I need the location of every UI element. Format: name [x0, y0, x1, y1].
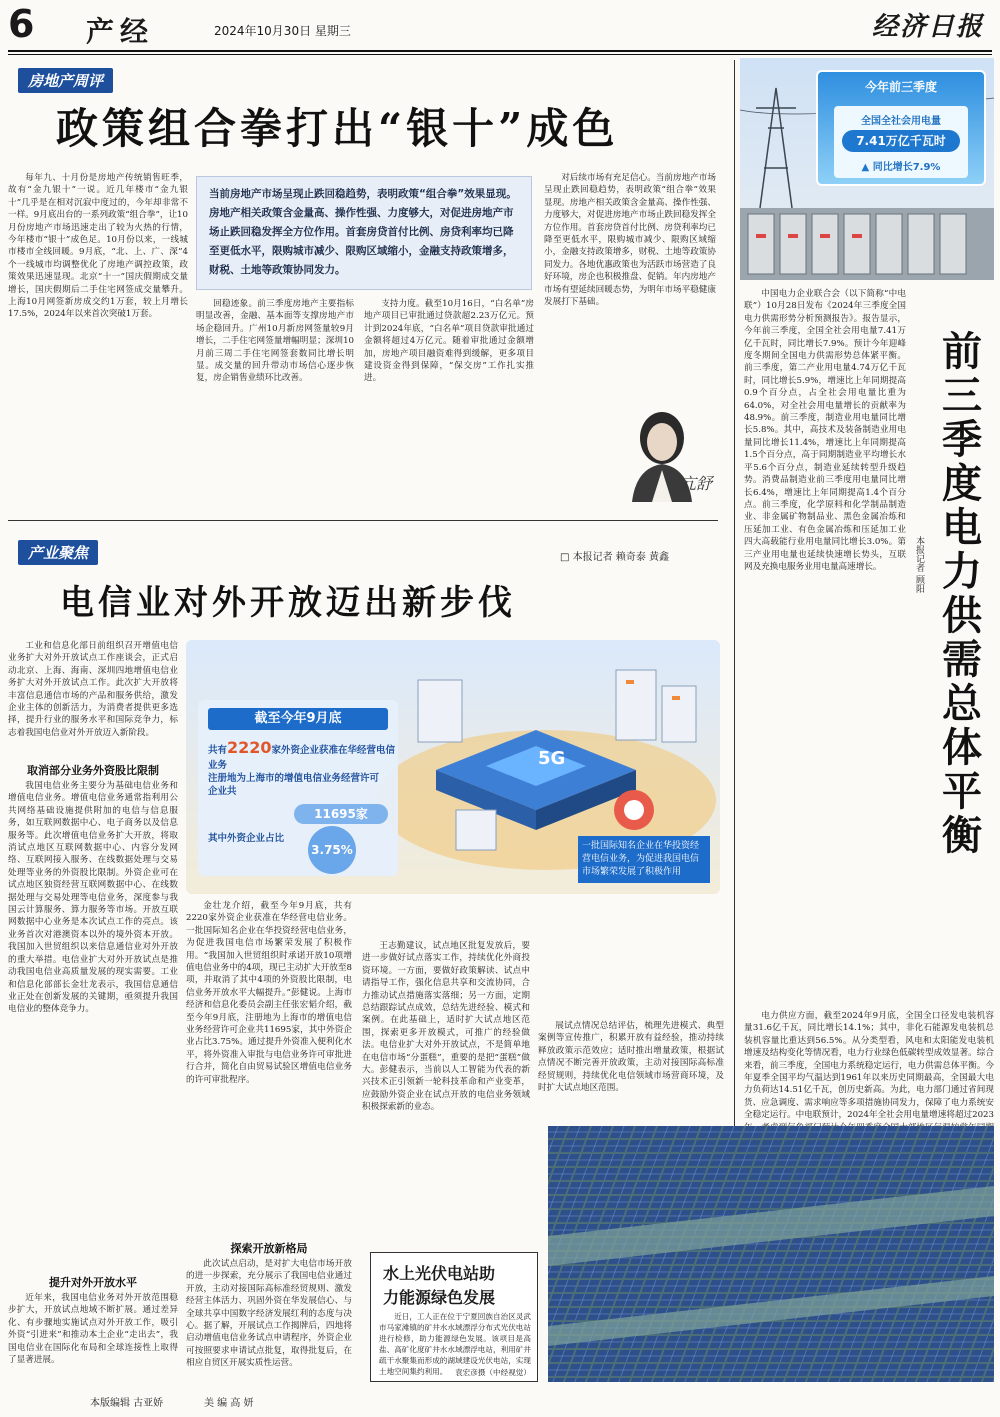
- article2-intro-text: 工业和信息化部日前组织召开增值电信业务扩大对外开放试点工作座谈会，正式启动北京、上海、海南、深圳四地增值电信业务扩大对外开放试点工作。此次扩大开放将丰富信息通信市场的产品和服务供给，激发企业主体的创新活力，为消费者提供更多选择，提升行业的服务水平和国际竞争力，标志着我国电信业对外开放迈入新阶段。: [8, 641, 178, 738]
- solar-station-photo: [548, 1126, 994, 1382]
- article2-right-column: [362, 940, 530, 1248]
- masthead-rule-thin: [8, 54, 992, 55]
- photo-caption-text: 近日，工人正在位于宁夏回族自治区灵武市马家滩镇的矿井水水域漂浮分布式光伏电站进行检修，助力能源绿色发展。该项目是高盐、高矿化度矿井水水域漂浮电站，利用矿井疏干水聚集而形成的湖域建设光伏电站，实现土地空间集约利用。: [379, 1312, 531, 1376]
- up-arrow-icon: ▲: [861, 162, 870, 173]
- publication-date: 2024年10月30日 星期三: [214, 24, 351, 38]
- column-label-real-estate: 房地产周评: [18, 68, 113, 93]
- page-number: 6: [8, 2, 35, 46]
- stat-growth: [834, 158, 968, 173]
- byline-square-icon: □: [560, 552, 570, 563]
- article1-column-2: [196, 298, 354, 512]
- photo-title-line2: 力能源绿色发展: [383, 1288, 496, 1307]
- section-name: 产经: [86, 15, 155, 48]
- article3-text1: 中国电力企业联合会（以下简称“中电联”）10月28日发布《2024年三季度全国电力供需形势分析预测报告》。报告显示，今年前三季度，全国全社会用电量7.41万亿千瓦时，同比增长7.9%。预计今年迎峰度冬期间全国电力供需形势总体紧平衡。前三季度，第二产业用电量4.74万亿千瓦时，同比增长5.9%，增速比上年同期提高0.9个百分点，占全社会用电量比重为64.0%，对全社会用电量增长的贡献率为48.9%。前三季度，制造业用电量同比增长5.8%。其中，高技术及装备制造业用电量同比增长11.4%，增速比上年同期提高1.5个百分点，高于同期制造业平均增长水平5.6个百分点，制造业延续转型升级趋势。消费品制造业前三季度用电量同比增长6.4%，增速比上年同期提高1.4个百分点。前三季度，化学原料和化学制品制造业、非金属矿物制品业、黑色金属冶炼和压延加工业、有色金属冶炼和压延加工业四大高载能行业用电量同比增长3.0%。第三产业用电量也延续快速增长势头，互联网及充换电服务业用电量高速增长。: [744, 289, 906, 572]
- article1-col4-text: 对后续市场有充足信心。当前房地产市场呈现止跌回稳趋势，表明政策“组合拳”效果显现。房地产相关政策含金量高、操作性强、力度够大，对促进房地产市场止跌回稳发挥全方位作用。首套房贷首付比例、房贷利率均已降至更低水平，限购城市减少、限购区域缩小，金融支持政策增多，财税、土地等政策协同发力。各地优惠政策也为活跃市场营造了良好环境，房企也积极推盘、促销。年内房地产市场有望延续回暖态势，为明年市场平稳健康发展打下基础。: [544, 173, 716, 308]
- telecom-stat-card: [198, 700, 398, 876]
- column-label-industry: 产业聚焦: [18, 540, 98, 565]
- article2-right-column-2: [538, 1020, 724, 1116]
- footer-designer: 美 编 高 妍: [204, 1398, 254, 1409]
- footer-editor: 本版编辑 古亚娇: [90, 1398, 164, 1409]
- article2-right-text: 王志勤建议，试点地区批复发放后，要进一步做好试点落实工作，持续优化外商投资环境。一方面，要做好政策解读、试点申请指导工作，强化信息共享和交流协同，合力推动试点措施落实落细；另一方面，定期总结跟踪试点成效，总结先进经验、模式和案例。在此基础上，适时扩大试点地区范围，探索更多开放模式，可推广的经验做法。电信业扩大对外开放试点，不是简单地在电信市场“分蛋糕”，重要的是把“蛋糕”做大。彭健表示，当前以人工智能为代表的新兴技术正引领新一轮科技革命和产业变革，应鼓励外资企业在试点开放的电信业务领域积极探索新的业态。: [362, 941, 530, 1113]
- article2-subhead-3: 探索开放新格局: [230, 1242, 308, 1255]
- author-signature: 亢舒: [679, 474, 712, 493]
- article2-headline: 电信业对外开放迈出新步伐: [60, 583, 516, 623]
- telecom-infographic-footnote: 一批国际知名企业在华投资经营电信业务，为促进我国电信市场繁荣发展了积极作用: [578, 836, 710, 883]
- article2-body3-text: 此次试点启动，是对扩大电信市场开放的进一步探索，充分展示了我国电信业通过开放，主动对接国际高标准经贸规则、激发经营主体活力、巩固外资在华发展信心、与全球共享中国数字经济发展红利的态度与决心。据了解，开展试点工作揭牌后，四地将启动增值电信业务试点申请程序，外资企业可按照要求申请试点批复，取得批复后，在相应自贸区开展实质性运营。: [186, 1259, 352, 1369]
- stat-heading: 今年前三季度: [864, 80, 937, 94]
- masthead: [0, 0, 1000, 52]
- article2-body2-text: 近年来，我国电信业务对外开放范围稳步扩大，开放试点地域不断扩展。通过差异化、有步骤地实施试点对外开放工作，吸引外资“引进来”和推动本土企业“走出去”，我国电信业在国际化布局和全球连接性上取得了显著进展。: [8, 1293, 178, 1366]
- stat-inner-panel: [834, 106, 968, 178]
- article1-column-3: [364, 298, 534, 512]
- article3-column-1: [744, 288, 906, 1006]
- author-portrait: [622, 398, 712, 502]
- article1-headline: 政策组合拳打出“银十”成色: [56, 104, 619, 153]
- article2-body1-text: 我国电信业务主要分为基础电信业务和增值电信业务。增值电信业务通常指利用公共网络基础设施提供附加的电信与信息服务，如互联网数据中心、电子商务以及信息服务等。此次增值电信业务扩大开放，将取消试点地区互联网数据中心、内容分发网络、互联网接入服务、在线数据处理与交易处理等业务的外资股比限制。外资企业可在试点地区独资经营互联网数据中心、在线数据处理与交易处理等电信业务，深度参与我国云计算服务、算力服务等市场。开放互联网数据中心业务是本次试点工作的亮点。该业务首次对港澳资本以外的境外资本开放。我国加入世贸组织以来信息通信业对外开放的重大举措。电信业扩大对外开放试点是推动我国电信业高质量发展的现实需要。工业和信息化部部长金壮龙表示，我国信息通信业正处在创新发展的关键期，亟须提升我国电信业的整体竞争力。: [8, 781, 178, 1015]
- telecom-stat-line2: 注册地为上海市的增值电信业务经营许可企业共: [208, 773, 380, 797]
- article3-text2: 电力供应方面，截至2024年9月底，全国全口径发电装机容量31.6亿千瓦，同比增长14.1%；其中，非化石能源发电装机总装机容量比重达到56.5%。从分类型看，风电和太阳能发电装机增速及结构变化等情况看，电力行业绿色低碳转型成效显著。综合来看，前三季度，全国电力系统稳定运行，电力供需总体平衡。今年夏季全国平均气温达到1961年以来历史同期最高，全国最大电力负荷达14.51亿千瓦，创历史新高。为此，电力部门通过省间现货、应急调度、需求响应等多项措施协同发力，保障了电力系统安全稳定运行。中电联预计，2024年全社会用电量增速将超过2023: [744, 1011, 994, 1121]
- 5g-chip-label: 5G: [538, 748, 566, 769]
- article2-subhead-2: 提升对外开放水平: [49, 1276, 137, 1289]
- article2-mid-text: 金壮龙介绍，截至今年9月底，共有2220家外资企业获准在华经营电信业务。一批国际知名企业在华投资经营电信业务，为促进我国电信市场繁荣发展了积极作用。“我国加入世贸组织时承诺开放10项增值电信业务中的4项，现已主动扩大开放至8项，并取消了其中4项的外资股比限制，电信业务开放水平大幅提升。”彭健说。上海市经济和信息化委员会副主任张宏韬介绍，截至今年9月底，注册地为上海市的增值电信业务经营许可企业共11695家，其中外资企业占比3.75%。通过提升外资准入便利化水平，将外资准入审批与电信业务许可审批进行合并，简化自由贸易试验区增值电信业务的许可审批程序。: [186, 901, 352, 1085]
- telecom-stat-line1-pre: 共有: [208, 745, 228, 756]
- solar-panels-icon: [548, 1126, 994, 1382]
- article1-column-1: [8, 172, 188, 512]
- article2-body-1: [8, 780, 178, 1270]
- photo-caption-box: [370, 1252, 538, 1382]
- article2-subhead-1: 取消部分业务外资股比限制: [27, 764, 159, 777]
- telecom-infographic: [186, 640, 720, 894]
- article2-body-2: [8, 1292, 178, 1378]
- telecom-stat-line1-post: 家外资企业获准在华经营电信业务: [208, 745, 396, 771]
- article2-byline: [560, 548, 669, 563]
- telecom-stat-line2-number: 11695家: [294, 804, 388, 824]
- photo-credit: 袁宏彦摄（中经视觉）: [455, 1368, 531, 1377]
- article1-col2-text: 回稳迹象。前三季度房地产主要指标明显改善，金融、基本面等支撑房地产市场企稳回升。广州10月新房网签量较9月增长，二手住宅网签量增幅明显；深圳10月前三周二手住宅网签套数同比增长明显。成交量的回升带动市场信心逐步恢复，房企销售业绩环比改善。: [196, 299, 354, 384]
- telecom-stat-line1: [208, 738, 398, 771]
- stat-growth-text: 同比增长7.9%: [872, 162, 941, 173]
- newspaper-logo: 经济日报: [871, 12, 984, 42]
- telecom-stat-line3-number: 3.75%: [308, 826, 356, 874]
- stat-label: 全国全社会用电量: [861, 116, 941, 127]
- telecom-stat-line1-number: 2220: [227, 738, 272, 757]
- article1-col1-text: 每年九、十月份是房地产传统销售旺季，故有“金九银十”一说。近几年楼市“金九银十”几乎是在相对沉寂中度过的，今年却非常不一样。9月底出台的一系列政策“组合拳”，让10月份房地产市场迅速走出了较为火热的行情，今年楼市“银十”成色足。10月份以来，一线城市楼市全线回暖。9月底，“北、上、广、深”4个一线城市均调整优化了房地产调控政策，政策效果迅速显现。北京“十一”国庆假期成交量增长，国庆假期后二手住宅网签成交量攀升。上海10月网签新房成交约1万套，较上月增长17.5%，2024年以来首次突破1万套。: [8, 173, 188, 320]
- stat-value: 7.41万亿千瓦时: [842, 130, 960, 152]
- article2-body-3: [186, 1258, 352, 1378]
- article2-right2-text: 展试点情况总结评估，梳理先进模式、典型案例等宣传推广，积累开放有益经验，推动持续释放政策示范效应；适时推出增量政策，根据试点情况不断完善开放政策，主动对接国际高标准经贸规则，持续优化电信领域市场营商环境，及时扩大试点地区范围。: [538, 1021, 724, 1094]
- article1-col3-text: 支持力度。截至10月16日，“白名单”房地产项目已审批通过贷款超2.23万亿元。预计到2024年底，“白名单”项目贷款审批通过金额将超过4万亿元。随着审批通过金额增加，房地产项目融资难得到缓解，更多项目建设资金得到保障，“保交房”工作扎实推进。: [364, 299, 534, 384]
- article3-byline: 本报记者 顾阳: [914, 536, 924, 593]
- article2-intro: [8, 640, 178, 758]
- article3-vertical-title: 前三季度电力供需总体平衡: [942, 328, 982, 859]
- photo-title-line1: 水上光伏电站助: [383, 1264, 496, 1283]
- telecom-stat-heading: 截至今年9月底: [208, 708, 388, 730]
- article2-byline-text: 本报记者 赖奇泰 黄鑫: [572, 552, 669, 563]
- article2-middle-column: [186, 900, 352, 1236]
- article1-lead-box: 当前房地产市场呈现止跌回稳趋势，表明政策“组合拳”效果显现。房地产相关政策含金量高、操作性强、力度够大，对促进房地产市场止跌回稳发挥全方位作用。首套房贷首付比例、房贷利率均已降至更低水平，限购城市减少、限购区域缩小，金融支持政策增多，财税、土地等政策协同发力。: [196, 176, 532, 290]
- electricity-stat-card: [816, 70, 986, 186]
- masthead-rule: [8, 50, 992, 52]
- telecom-stat-line3: 其中外资企业占比: [208, 833, 285, 844]
- divider-article1: [8, 520, 718, 521]
